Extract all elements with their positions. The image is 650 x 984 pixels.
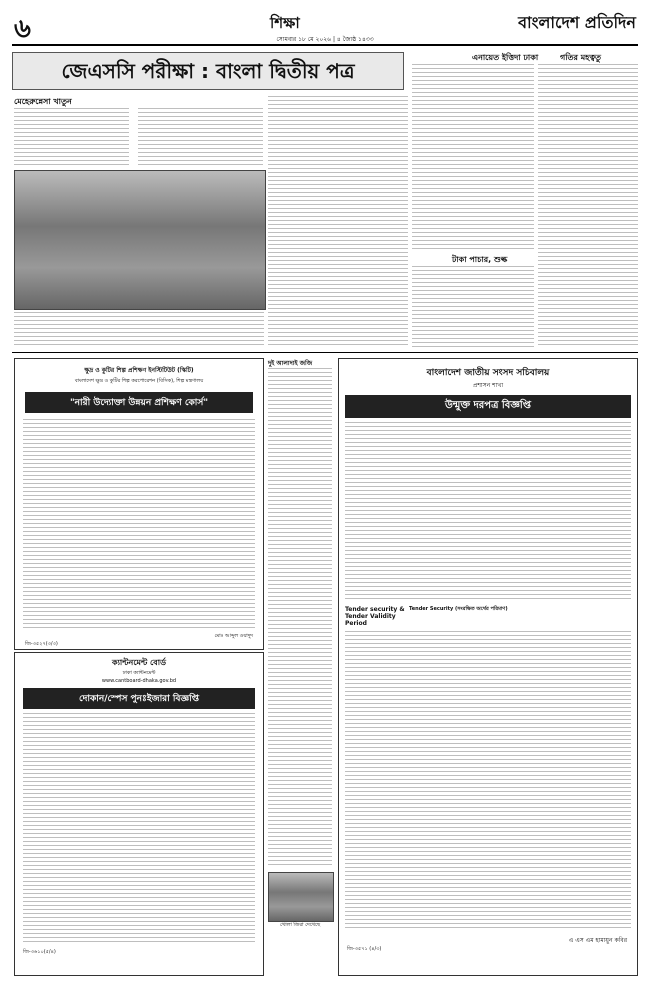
exam-author: মেহেরুন্নেসা খাতুন [14, 97, 72, 106]
exam-photo [14, 170, 266, 310]
middle-photo [268, 872, 334, 922]
parliament-dept: প্রশাসন শাখা [472, 382, 504, 389]
cantonment-board: ক্যান্টনমেন্ট বোর্ড [112, 658, 166, 667]
news-title-3: টাকা পাচার, শুল্ক [452, 255, 508, 264]
cantonment-title: দোকান/স্পেস পুনঃইজারা বিজ্ঞপ্তি [23, 688, 255, 709]
exam-text-block [14, 108, 129, 166]
news-text-1 [412, 64, 534, 250]
middle-text [268, 368, 332, 868]
middle-photo-caption: খোলা জিরা দেখেছে [279, 922, 321, 928]
header-rule [12, 44, 638, 46]
training-code: জি-৩৫২৭(৩/৩) [25, 641, 58, 647]
cantonment-code: জি-৩৬১০(৫/৪) [23, 949, 56, 955]
newspaper-brand: বাংলাদেশ প্রতিদিন [518, 13, 636, 32]
training-org: ক্ষুদ্র ও কুটির শিল্প প্রশিক্ষণ ইনস্টিটিউট (স্কিটি) [84, 367, 194, 374]
news-title-1: এনায়েত ইত্তিদা ঢাকা [472, 53, 539, 62]
page-number: ৬ [14, 14, 31, 44]
training-ad [14, 358, 264, 650]
cantonment-ad [14, 652, 264, 976]
section-rule [12, 352, 638, 353]
section-title: শিক্ষা [270, 14, 300, 32]
training-org2: বাংলাদেশ ক্ষুদ্র ও কুটির শিল্প করপোরেশন (বিসিক), শিল্প মন্ত্রণালয় [74, 378, 204, 384]
training-signer: মোঃ আব্দুল ওয়াদুদ [214, 633, 253, 639]
parliament-code: জি-৩৫৭১ (৪/৩) [347, 946, 382, 952]
exam-banner: জেএসসি পরীক্ষা : বাংলা দ্বিতীয় পত্র [12, 52, 404, 90]
exam-text-block [138, 108, 263, 166]
parliament-signer: এ এস এম হামায়ুন কবির [568, 937, 627, 944]
issue-date: সোমবার ১৮ মে ২০২৬ | ৪ জ্যৈষ্ঠ ১৪৩৩ [276, 36, 374, 43]
news-text-2 [538, 64, 638, 346]
parliament-org: বাংলাদেশ জাতীয় সংসদ সচিবালয় [426, 368, 550, 378]
training-title: "নারী উদ্যোক্তা উন্নয়ন প্রশিক্ষণ কোর্স" [25, 392, 253, 413]
tender-security-label: Tender security & Tender Validity Period [345, 606, 405, 627]
training-details-table [23, 419, 255, 629]
cantonment-details-table [23, 713, 255, 945]
tender-security-row [345, 606, 631, 627]
parliament-title: উন্মুক্ত দরপত্র বিজ্ঞপ্তি [345, 395, 631, 418]
tender-security-value: Tender Security (সংরক্ষিত অর্থের পরিমাণ) [409, 606, 508, 612]
tender-table-bottom [345, 631, 631, 931]
news-text-3 [412, 266, 534, 348]
exam-questions-column [268, 96, 408, 348]
tender-table-top [345, 422, 631, 602]
news-title-2: গতির মহত্বতু [560, 53, 602, 62]
cantonment-site[interactable]: www.cantboard-dhaka.gov.bd [101, 678, 177, 684]
parliament-tender-ad [338, 358, 638, 976]
cantonment-city: ঢাকা ক্যান্টনমেন্ট [122, 670, 156, 676]
middle-title: দুই আলাদাই জজি [268, 360, 313, 367]
exam-text-block [14, 312, 264, 348]
